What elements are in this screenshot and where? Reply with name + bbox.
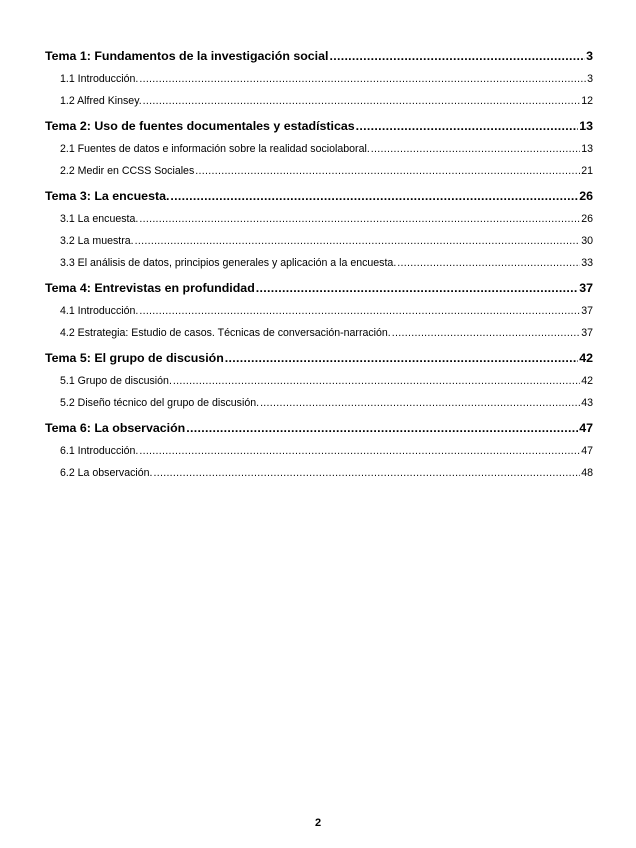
toc-section-entry[interactable] (45, 462, 593, 484)
section-title: 3.1 La encuesta. (60, 213, 139, 225)
dot-leader (256, 276, 578, 300)
section-page-number: 21 (581, 165, 593, 177)
section-title: 6.1 Introducción. (60, 445, 139, 457)
dot-leader (392, 322, 580, 344)
toc-chapter-6 (45, 416, 593, 484)
dot-leader (139, 300, 580, 322)
toc-section-entry[interactable] (45, 440, 593, 462)
toc-chapter-entry[interactable] (45, 184, 593, 208)
toc-section-entry[interactable] (45, 68, 593, 90)
section-page-number: 33 (581, 257, 593, 269)
section-title: 3.2 La muestra. (60, 235, 134, 247)
toc-section-entry[interactable] (45, 322, 593, 344)
chapter-page-number: 13 (579, 119, 593, 133)
chapter-page-number: 26 (579, 189, 593, 203)
chapter-title: Tema 6: La observación (45, 421, 186, 435)
section-title: 1.1 Introducción. (60, 73, 139, 85)
dot-leader (139, 440, 580, 462)
toc-chapter-entry[interactable] (45, 114, 593, 138)
toc-section-entry[interactable] (45, 90, 593, 112)
section-page-number: 12 (581, 95, 593, 107)
dot-leader (135, 230, 581, 252)
toc-chapter-entry[interactable] (45, 346, 593, 370)
dot-leader (371, 138, 580, 160)
toc-section-entry[interactable] (45, 160, 593, 182)
section-page-number: 47 (581, 445, 593, 457)
toc-section-entry[interactable] (45, 370, 593, 392)
dot-leader (186, 416, 578, 440)
dot-leader (153, 462, 580, 484)
chapter-title: Tema 3: La encuesta. (45, 189, 170, 203)
chapter-title: Tema 5: El grupo de discusión (45, 351, 224, 365)
dot-leader (139, 68, 586, 90)
section-title: 3.3 El análisis de datos, principios generales y aplicación a la encuesta. (60, 257, 397, 269)
toc-chapter-entry[interactable] (45, 44, 593, 68)
dot-leader (225, 346, 578, 370)
section-title: 2.2 Medir en CCSS Sociales (60, 165, 195, 177)
chapter-page-number: 42 (579, 351, 593, 365)
section-title: 1.2 Alfred Kinsey. (60, 95, 142, 107)
section-title: 2.1 Fuentes de datos e información sobre la realidad sociolaboral. (60, 143, 370, 155)
dot-leader (329, 44, 585, 68)
toc-chapter-5 (45, 346, 593, 414)
dot-leader (139, 208, 580, 230)
dot-leader (143, 90, 581, 112)
section-page-number: 37 (581, 327, 593, 339)
toc-chapter-entry[interactable] (45, 416, 593, 440)
section-page-number: 30 (581, 235, 593, 247)
section-title: 5.2 Diseño técnico del grupo de discusión. (60, 397, 260, 409)
chapter-page-number: 3 (586, 49, 593, 63)
toc-chapter-entry[interactable] (45, 276, 593, 300)
toc-section-entry[interactable] (45, 300, 593, 322)
toc-section-entry[interactable] (45, 230, 593, 252)
section-title: 4.1 Introducción. (60, 305, 139, 317)
dot-leader (195, 160, 580, 182)
toc-section-entry[interactable] (45, 208, 593, 230)
toc-section-entry[interactable] (45, 392, 593, 414)
chapter-title: Tema 1: Fundamentos de la investigación social (45, 49, 329, 63)
toc-section-entry[interactable] (45, 138, 593, 160)
dot-leader (397, 252, 580, 274)
section-title: 5.1 Grupo de discusión. (60, 375, 172, 387)
section-page-number: 42 (581, 375, 593, 387)
section-page-number: 13 (581, 143, 593, 155)
section-title: 6.2 La observación. (60, 467, 153, 479)
chapter-page-number: 37 (579, 281, 593, 295)
chapter-title: Tema 4: Entrevistas en profundidad (45, 281, 255, 295)
toc-chapter-3 (45, 184, 593, 274)
section-page-number: 37 (581, 305, 593, 317)
section-page-number: 26 (581, 213, 593, 225)
dot-leader (356, 114, 579, 138)
dot-leader (173, 370, 580, 392)
footer-page-number: 2 (314, 817, 322, 829)
table-of-contents (45, 44, 593, 486)
dot-leader (170, 184, 578, 208)
chapter-title: Tema 2: Uso de fuentes documentales y estadísticas (45, 119, 355, 133)
dot-leader (260, 392, 580, 414)
toc-chapter-2 (45, 114, 593, 182)
section-page-number: 43 (581, 397, 593, 409)
chapter-page-number: 47 (579, 421, 593, 435)
toc-chapter-4 (45, 276, 593, 344)
section-title: 4.2 Estrategia: Estudio de casos. Técnicas de conversación-narración. (60, 327, 391, 339)
toc-chapter-1 (45, 44, 593, 112)
section-page-number: 3 (587, 73, 593, 85)
toc-section-entry[interactable] (45, 252, 593, 274)
section-page-number: 48 (581, 467, 593, 479)
